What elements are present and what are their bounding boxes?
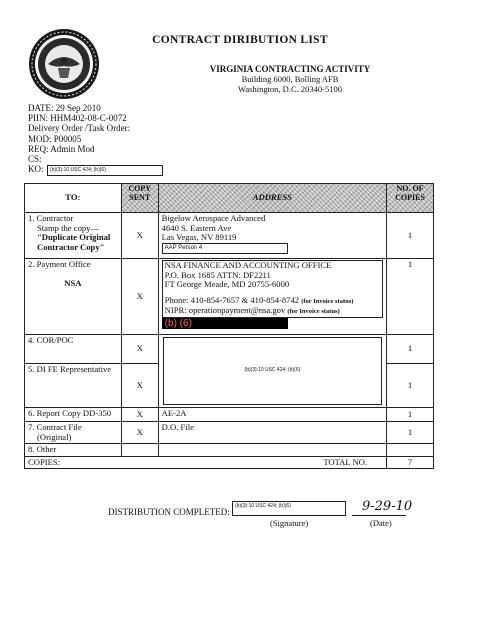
- signature-line: [232, 515, 344, 516]
- row3-copies: 1: [387, 335, 434, 364]
- table-row: [25, 408, 434, 422]
- row2-copies: 1: [387, 259, 434, 335]
- row1-sent: X: [121, 213, 158, 259]
- row5-number: 6.: [28, 408, 35, 418]
- row2-address-line2: P.O. Box 1685 ATTN: DF2211: [164, 269, 271, 280]
- row2-nipr: NIPR: operationpayment@nsa.gov: [164, 305, 286, 316]
- total-no-label: TOTAL NO.: [323, 456, 368, 467]
- row2-address-line1: NSA FINANCE AND ACCOUNTING OFFICE: [164, 260, 332, 270]
- col-copy-sent-header: COPY SENT: [121, 184, 158, 213]
- row1-address-line3: Las Vegas, NV 89119: [161, 232, 237, 243]
- row1-to: [25, 213, 122, 259]
- row7-to: [25, 444, 122, 457]
- ko-label: KO:: [28, 164, 44, 175]
- table-row: [25, 444, 434, 457]
- row4-to-label: DI FE Representative: [36, 363, 112, 374]
- row1-address: [158, 213, 386, 259]
- row6-to-line1: Contract File: [36, 422, 82, 432]
- total-copies-value: 7: [387, 456, 434, 469]
- col-to-header: TO:: [25, 184, 122, 213]
- row7-address: [158, 444, 386, 457]
- row1-to-line4: Contractor Copy": [37, 241, 105, 252]
- col-address-header: ADDRESS: [158, 184, 386, 213]
- row1-copies: 1: [387, 213, 434, 259]
- signature-caption: (Signature): [270, 518, 309, 528]
- row2-address-box: [162, 260, 383, 318]
- mod-field: MOD: P00005: [28, 133, 82, 144]
- distribution-completed-label: DISTRIBUTION COMPLETED:: [108, 507, 230, 517]
- row3-to-label: COR/POC: [36, 335, 74, 345]
- date-field: DATE: 29 Sep 2010: [28, 103, 101, 113]
- row2-sent: X: [121, 259, 158, 335]
- distribution-table: [24, 183, 434, 469]
- agency-name: VIRGINIA CONTRACTING ACTIVITY: [209, 64, 371, 74]
- row3-to: [25, 335, 122, 364]
- row7-number: 8.: [28, 444, 35, 455]
- agency-address-line-1: Building 6000, Bolling AFB: [241, 74, 339, 84]
- row4-copies: 1: [387, 363, 434, 407]
- row7-sent: [121, 444, 158, 457]
- date-caption: (Date): [370, 518, 392, 528]
- row2-phone: Phone: 410-854-7657 & 410-854-8742: [164, 294, 300, 305]
- row1-to-line3: "Duplicate Original: [37, 232, 111, 243]
- row7-to-label: Other: [36, 444, 57, 455]
- table-header-row: [25, 184, 434, 213]
- row7-copies: [387, 444, 434, 457]
- total-row-label-cell: [25, 456, 387, 469]
- agency-block: [100, 64, 480, 94]
- row3-number: 4.: [28, 335, 35, 345]
- row2-phone-note: (for Invoice status): [301, 297, 354, 305]
- row5-to: [25, 408, 122, 422]
- row2-to-line1: Payment Office: [36, 259, 91, 269]
- row6-to-line2: (Original): [37, 431, 72, 442]
- row2-to-line2: NSA: [64, 278, 82, 289]
- piin-field: PIIN: HHM402-08-C-0072: [28, 113, 127, 124]
- document-title: CONTRACT DIRIBUTION LIST: [152, 34, 328, 46]
- rows3-4-redaction-box: (b)(3):10 USC 424; (b)(6): [163, 337, 382, 405]
- row6-copies: 1: [387, 422, 434, 444]
- table-row: [25, 259, 434, 335]
- agency-address-line-2: Washington, D.C. 20340-5100: [238, 84, 342, 94]
- row6-number: 7.: [28, 422, 35, 432]
- row2-number: 2.: [28, 259, 35, 269]
- row2-address-line3: FT George Meade, MD 20755-6000: [164, 279, 290, 290]
- row2-redaction-bar: (b) (6): [162, 318, 288, 329]
- table-total-row: [25, 456, 434, 469]
- row3-sent: X: [121, 335, 158, 364]
- row2-address: [158, 259, 386, 335]
- row5-address: AE-2A: [158, 408, 386, 422]
- row6-address: D.O. File: [158, 422, 386, 444]
- col-copies-header: NO. OF COPIES: [387, 184, 434, 213]
- table-row: [25, 335, 434, 364]
- handwritten-date: 9-29-10: [362, 499, 413, 514]
- signature-redaction-box: (b)(3):10 USC 424; (b)(6): [232, 501, 346, 516]
- row4-to: [25, 363, 122, 407]
- copies-label: COPIES:: [28, 456, 60, 467]
- row2-to: [25, 259, 122, 335]
- row6-to: [25, 422, 122, 444]
- row5-sent: X: [121, 408, 158, 422]
- cs-field: CS:: [28, 154, 42, 165]
- row1-number: 1.: [28, 213, 35, 223]
- row6-sent: X: [121, 422, 158, 444]
- row1-person-redaction: AAP Person 4: [162, 243, 288, 254]
- date-line: [352, 515, 406, 516]
- row5-to-label: Report Copy DD-350: [36, 408, 112, 418]
- row5-copies: 1: [387, 408, 434, 422]
- row2-nipr-note: (for Invoice status): [287, 308, 340, 316]
- row4-sent: X: [121, 363, 158, 407]
- table-row: [25, 213, 434, 259]
- row1-to-line2: Stamp the copy—: [37, 222, 100, 233]
- rows3-4-address: [158, 335, 386, 408]
- order-field: Delivery Order /Task Order:: [28, 123, 131, 134]
- ko-redaction-box: (b)(3):10 USC 424; (b)(6): [47, 165, 163, 176]
- row4-number: 5.: [28, 363, 35, 374]
- header-fields: [28, 103, 130, 174]
- req-field: REQ: Admin Mod: [28, 143, 95, 154]
- row1-to-line1: Contractor: [36, 213, 74, 223]
- table-row: [25, 422, 434, 444]
- row1-address-line2: 4640 S. Eastern Ave: [161, 222, 232, 233]
- row1-address-line1: Bigelow Aerospace Advanced: [161, 213, 266, 223]
